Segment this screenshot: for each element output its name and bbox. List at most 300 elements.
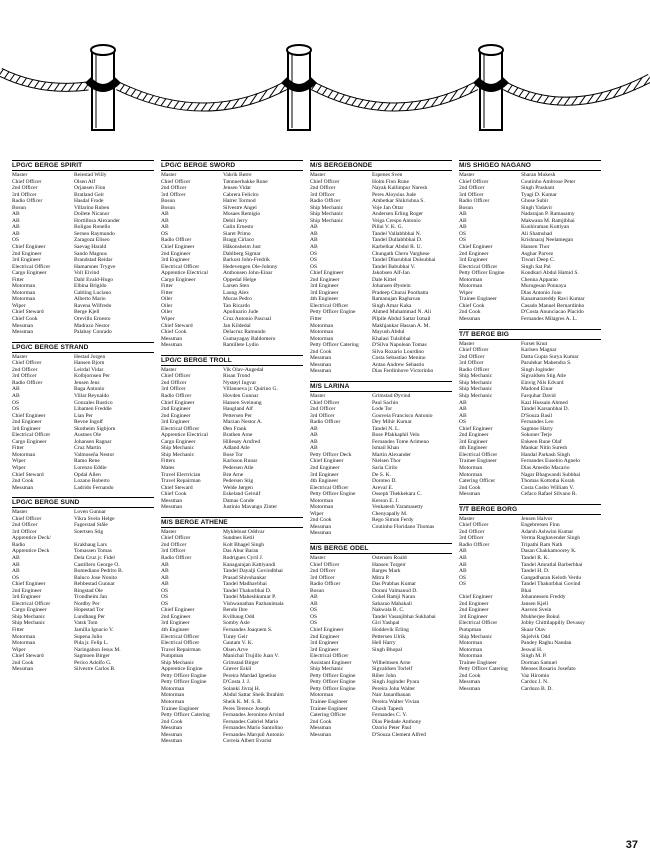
crew-rank: Electrical Officer — [161, 640, 200, 647]
crew-name: Dorani Valmanud D. — [372, 587, 418, 594]
crew-rank: Master — [161, 528, 177, 535]
crew-name: Kvilhaug Odd — [223, 613, 255, 620]
crew-name: Castillero George O. — [74, 561, 120, 568]
crew-name: Madond Einar — [521, 386, 553, 393]
crew-rank: AB — [459, 568, 467, 575]
crew-rank: Chief Officer — [161, 178, 191, 185]
crew-rank: Motorman — [459, 640, 483, 647]
ship-crew-list — [161, 355, 303, 511]
crew-rank: 3rd Officer — [161, 548, 186, 555]
ship-crew-list — [161, 517, 303, 745]
crew-name: Pettersen Ulrik — [372, 633, 406, 640]
crew-name: Fernandes C. Y. — [372, 712, 407, 719]
crew-name: Jensen Jens — [74, 379, 100, 386]
crew-rank: Radio Officer — [12, 379, 43, 386]
crew-rank: Cargo Engineer — [12, 607, 47, 614]
crew-name: Barges Mark — [372, 568, 401, 575]
crew-rank: Chief Cook — [12, 316, 38, 323]
crew-name: Ladrido Fernando — [74, 484, 114, 491]
crew-rank: Pumpman — [459, 627, 482, 633]
crew-rank: Wiper — [12, 458, 26, 465]
ship-crew-list — [310, 160, 452, 375]
crew-name: Voje Jan Ottar — [372, 204, 404, 211]
ship-crew-list — [12, 342, 154, 491]
crew-rank: 3rd Officer — [12, 528, 37, 535]
crew-rank: Electrical Officer — [12, 432, 51, 439]
crew-name: Kondkari Abdul Hamid S. — [521, 270, 579, 277]
crew-name: Nielsen Thor — [372, 458, 401, 465]
crew-rank: OS — [459, 581, 467, 588]
ship-title: T/T BERGE BIG — [459, 329, 601, 340]
crew-name: Rego Simon Ferdy — [372, 517, 414, 524]
crew-rank: Messman — [12, 666, 34, 673]
crew-rank: Chief Engineer — [459, 244, 493, 251]
crew-name: Lian Per — [74, 412, 93, 419]
crew-rank: Motorman — [161, 685, 185, 692]
crew-name: Hortillosa Alexander — [74, 217, 120, 224]
crew-rank: Oiler — [161, 296, 173, 303]
crew-rank: Chief Officer — [459, 178, 489, 185]
crew-name: Tandel Thakorbhai D. — [223, 587, 272, 594]
crew-name: Sabarao Mahakali — [372, 600, 412, 607]
crew-name: Libamen Freddie — [74, 406, 112, 413]
crew-name: Nystøyl Ingvar — [223, 379, 257, 386]
crew-name: Somby Asle — [223, 620, 250, 627]
crew-name: Asghar Parvez — [521, 250, 554, 257]
crew-name: Costa Cosbo William V. — [521, 484, 574, 491]
crew-rank: Petty Officer Engine — [161, 679, 207, 686]
crew-name: Naringahon Jesus M. — [74, 646, 121, 653]
crew-name: Villarino Ruben — [74, 204, 110, 211]
crew-name — [372, 530, 452, 537]
crew-rank: 3rd Officer — [310, 574, 335, 581]
crew-rank: AB — [459, 548, 467, 555]
crew-name: Martin Alexander — [372, 451, 411, 458]
crew-rank: Messman — [161, 342, 183, 349]
crew-name: Tyagi D. Kumar — [521, 191, 557, 198]
crew-rank: Petty Officer Engine — [459, 270, 505, 277]
crew-name: Galin Ernesto — [223, 224, 254, 231]
crew-name: Risan Trond — [223, 373, 251, 380]
rope-illustration — [0, 0, 650, 150]
crew-name: Vatsk Tom — [74, 620, 98, 627]
crew-name: Bendo Ibre — [223, 607, 248, 614]
crew-name: Sagmoe Harry — [521, 425, 553, 432]
crew-rank: OS — [459, 419, 467, 426]
crew-rank: Radio — [12, 541, 26, 548]
crew-name: Zaragoza Eliseo — [74, 237, 110, 244]
crew-name: Dahlberg Sigmar — [223, 250, 261, 257]
crew-rank: OS — [310, 607, 318, 614]
crew-rank: Chief Engineer — [12, 581, 46, 588]
crew-name: Singh Amar Kaka — [372, 302, 412, 309]
crew-rank: 2nd Officer — [310, 406, 336, 413]
crew-rank: Bosun — [161, 204, 176, 211]
crew-name: Enkeen Rune Olaf — [521, 438, 562, 445]
crew-rank: 3rd Officer — [310, 412, 335, 419]
crew-name: Hansen Torgeir — [372, 561, 406, 568]
crew-name: Sigvaldsen Torlelf — [372, 666, 413, 673]
crew-name: Makhjankar Hassan A. M. — [372, 322, 430, 329]
crew-column-1 — [12, 160, 154, 679]
crew-rank: Chief Engineer — [12, 244, 46, 251]
crew-rank: Cargo Engineer — [12, 270, 47, 277]
crew-name: Brandstad Reidar — [74, 257, 113, 264]
crew-rank: OS — [459, 230, 467, 237]
crew-rank: OS — [12, 237, 20, 244]
crew-name: Vik Olav-Augedal — [223, 366, 264, 373]
crew-rank: AB — [161, 217, 169, 224]
crew-rank: AB — [459, 412, 467, 419]
crew-name: Boligao Ronello — [74, 224, 111, 231]
crew-rank: Apprentice Engine — [161, 666, 203, 673]
crew-rank: Trainee Engineer — [310, 699, 348, 706]
crew-name: Ramanujan Raghavan — [372, 296, 421, 303]
crew-rank: Motorman — [161, 692, 185, 699]
crew-name: D'Souza Clement Alfred — [372, 731, 426, 738]
crew-name: Nadarajan P. Ramasamy — [521, 211, 575, 218]
crew-name: Singh Joginder Pyara — [372, 679, 420, 686]
crew-rank: Motorman — [310, 329, 334, 336]
crew-name: Dey Mihir Kumar — [372, 419, 412, 426]
crew-name: Dahl Evald-Hugo — [74, 276, 113, 283]
crew-rank: Radio Officer — [161, 392, 192, 399]
crew-name: Tandel Thakorbhai Govind — [521, 581, 581, 588]
crew-name: Skotheim Sigbjorn — [74, 425, 116, 432]
crew-name: Karlsson Runar — [223, 458, 258, 465]
crew-rank: Petty Officer Catering — [459, 666, 508, 673]
crew-name: Solanki Jivraj H. — [223, 685, 261, 692]
crew-rank: Chief Engineer — [459, 594, 493, 601]
crew-rank: 3rd Officer — [310, 191, 335, 198]
crew-name: Berge Kjell — [74, 309, 100, 316]
crew-rank: Radio Officer — [459, 541, 490, 548]
crew-name: Hoddevik Erling — [372, 627, 409, 633]
crew-name: Engebretsen Finn — [521, 522, 560, 529]
crew-name: Pereira Mardad Ignetius — [223, 672, 277, 679]
crew-rank: Motorman — [459, 464, 483, 471]
crew-name: Bragg Cirlaco — [223, 237, 255, 244]
crew-name: Karlsen Magnar — [521, 347, 557, 354]
crew-rank: AB — [310, 445, 318, 452]
crew-rank: Oiler — [161, 302, 173, 309]
crew-rank: Fitter — [12, 445, 24, 452]
crew-rank: Radio Officer — [310, 581, 341, 588]
crew-rank: 2nd Engineer — [161, 613, 191, 620]
crew-name: Chenyapally M. — [372, 510, 408, 517]
crew-name: Jobby Chittilappilly Devassy — [521, 620, 585, 627]
crew-rank: AB — [310, 425, 318, 432]
crew-name: Tandel Karsanbhai D. — [521, 406, 570, 413]
crew-name: Verma Raghavender Singh — [521, 535, 580, 542]
crew-name: Hopestad Tor — [74, 607, 104, 614]
crew-rank: AB — [459, 406, 467, 413]
crew-rank: 3rd Engineer — [459, 438, 488, 445]
crew-name: Kunhiraman Kuttiyan — [521, 224, 570, 231]
crew-rank: Fitter — [161, 283, 173, 290]
crew-name: Tandel Vallabhbhai N. — [372, 230, 422, 237]
crew-name: Nagar Bhagwandi Subbhai — [521, 471, 581, 478]
crew-rank: 3rd Engineer — [310, 646, 339, 653]
crew-rank: AB — [12, 568, 20, 575]
crew-column-2 — [161, 160, 303, 751]
crew-name: Bose Pfakkaphil Velu — [372, 432, 420, 439]
crew-name: Hovden Gunnar — [223, 392, 259, 399]
crew-rank: AB — [161, 574, 169, 581]
crew-rank: 3rd Engineer — [161, 620, 190, 627]
crew-rank: Motorman — [12, 451, 36, 458]
crew-rank: Chief Officer — [12, 178, 42, 185]
crew-rank: Ship Mechanic — [459, 633, 493, 640]
crew-name: Jensen Vidar — [223, 185, 252, 192]
crew-name: Correia Albert Evarist — [223, 738, 272, 745]
crew-rank: 2nd Engineer — [459, 250, 489, 257]
crew-rank: 2nd Engineer — [161, 412, 191, 419]
crew-rank: AB — [310, 600, 318, 607]
crew-name: Coutinho Ambrose Peter — [521, 178, 576, 185]
crew-name: Nordby Per — [74, 600, 100, 607]
crew-name: Sokoner Terje — [521, 432, 552, 439]
crew-name: Cruz Martin — [74, 445, 102, 452]
crew-name: Tandel Dullabhbhai D. — [372, 237, 423, 244]
crew-rank: 3rd Officer — [161, 191, 186, 198]
crew-rank: 3rd Engineer — [12, 425, 41, 432]
crew-name: Chungath Cheru Varghese — [372, 250, 430, 257]
crew-name: Pedersen Atle — [223, 464, 254, 471]
crew-name: Kolbjornsen Per — [74, 373, 110, 380]
crew-rank: Motorman — [459, 276, 483, 283]
crew-name: Fernandes Marquil Antonio — [223, 731, 284, 738]
crew-rank: Motorman — [459, 653, 483, 660]
crew-rank: Messman — [459, 679, 481, 686]
crew-name: Sharan Mukesh — [521, 172, 556, 178]
crew-rank: Messman — [161, 335, 183, 342]
crew-name: Cardoz J. N. — [521, 679, 549, 686]
crew-name: Valmoseña Nestor — [74, 451, 115, 458]
crew-name: Justinio Mavango Zinter — [223, 504, 278, 511]
crew-rank: Radio Officer — [459, 198, 490, 205]
crew-name: Singh M. P. — [521, 653, 547, 660]
crew-name: Krakhaug Lars — [74, 541, 107, 548]
crew-name: Rodrigues Cyril J. — [223, 554, 264, 561]
ship-title: LPG/C BERGE SWORD — [161, 160, 303, 171]
crew-rank: Chief Cook — [459, 302, 485, 309]
ship-title: LPG/C BERGE TROLL — [161, 355, 303, 366]
ship-title: M/S LARINA — [310, 381, 452, 392]
crew-rank: Ship Mechanic — [459, 379, 493, 386]
crew-name: Jan Kildedal — [223, 322, 251, 329]
crew-name: Kerson E. J. — [372, 497, 399, 504]
crew-name: Cefaco Rafael Silvano R. — [521, 491, 577, 498]
crew-row — [161, 342, 303, 349]
crew-name: Barkost John-Fredrik — [223, 257, 270, 264]
crew-row — [459, 491, 601, 498]
crew-name: Venkatesh Yaramasetty — [372, 504, 424, 511]
crew-rank: Trainee Engineer — [310, 705, 348, 712]
crew-rank: Petty Officer Catering — [161, 712, 210, 719]
crew-row — [459, 686, 601, 693]
crew-rank: AB — [161, 581, 169, 588]
crew-name: Grimstad Birger — [223, 659, 259, 666]
crew-name: Hillesøy Arnfred — [223, 438, 261, 445]
crew-name: Cabrera Felicito — [223, 191, 259, 198]
crew-rank: Wiper — [12, 646, 26, 653]
crew-rank: AB — [310, 230, 318, 237]
crew-rank: Petty Officer Engine — [310, 672, 356, 679]
crew-rank: 3rd Engineer — [459, 257, 488, 264]
crew-rank: AB — [12, 224, 20, 231]
crew-name: Nayak Kallimpur Naresh — [372, 185, 428, 192]
crew-rank: 2nd Cook — [459, 672, 481, 679]
crew-rank: 2nd Engineer — [459, 600, 489, 607]
crew-name: Singh Prashant — [521, 185, 555, 192]
crew-column-4 — [459, 160, 601, 698]
crew-name: Dorman Samuel — [521, 659, 557, 666]
crew-name: Holm Finn Rune — [372, 178, 409, 185]
crew-rank: 4th Engineer — [161, 627, 190, 633]
crew-name: Karbelkar Abdul R. U. — [372, 244, 422, 251]
crew-rank: Chief Officer — [310, 399, 340, 406]
crew-rank: Apprentice Deck — [12, 548, 50, 555]
crew-name: Hestad Jorgen — [74, 353, 106, 360]
crew-rank: 3rd Officer — [459, 535, 484, 542]
crew-rank: 2nd Officer — [161, 379, 187, 386]
crew-name: Tønnnerbakke Rune — [223, 178, 268, 185]
crew-rank: Wiper — [161, 316, 175, 323]
crew-rank: 3rd Officer — [12, 373, 37, 380]
crew-name: Farquhar David — [521, 392, 556, 399]
crew-name: Pereira Walter Vivian — [372, 699, 420, 706]
crew-rank: Radio Officer — [310, 198, 341, 205]
crew-name: Jeswal H. — [521, 646, 543, 653]
crew-rank: Chief Steward — [161, 484, 193, 491]
crew-rank: 2nd Cook — [459, 484, 481, 491]
crew-name: Singh Sat Pal — [521, 263, 551, 270]
page-number: 37 — [625, 839, 638, 851]
crew-name: Kolt Bhagel Singh — [223, 541, 264, 548]
crew-rank: 3rd Engineer — [310, 640, 339, 647]
crew-name: Anthonsen John-Einar — [223, 270, 273, 277]
crew-rank: Radio Officer — [12, 198, 43, 205]
crew-rank: 2nd Officer — [310, 185, 336, 192]
crew-rank: Ship Mechanic — [12, 620, 46, 627]
crew-rank: AB — [161, 568, 169, 575]
crew-rank: Master — [161, 172, 177, 178]
crew-rank: 2nd Officer — [459, 185, 485, 192]
crew-rank: Messman — [161, 504, 183, 511]
crew-name: Siaret Primo — [223, 230, 251, 237]
crew-name: Tiwari Deep C. — [521, 257, 555, 264]
crew-name: Murugesan Ponnaya — [521, 283, 567, 290]
crew-name: Khalasi Tulsibhai — [372, 335, 411, 342]
crew-name: Adland Atle — [223, 445, 250, 452]
crew-name: Peres Aloysius Jude — [372, 191, 416, 198]
crew-rank: Messman — [12, 484, 34, 491]
crew-name: Grøver Eskil — [223, 666, 252, 673]
crew-rank: OS — [310, 620, 318, 627]
crew-rank: Chief Engineer — [12, 412, 46, 419]
crew-rank: Ship Mechanic — [310, 217, 344, 224]
crew-rank: 2nd Officer — [459, 353, 485, 360]
crew-row — [310, 530, 452, 537]
crew-rank: Master — [459, 340, 475, 347]
crew-rank: Master — [459, 172, 475, 178]
crew-rank: Oiler — [161, 309, 173, 316]
crew-name: Turøy Geir — [223, 633, 248, 640]
crew-rank: Messman — [12, 329, 34, 336]
crew-rank: 2nd Cook — [161, 718, 183, 725]
crew-name: Brathen Arne — [223, 432, 253, 439]
crew-name: Fernandes Mario Santolino — [223, 725, 283, 732]
crew-rank: Cargo Engineer — [161, 276, 196, 283]
crew-name: Fernandes Joaquem S. — [223, 627, 273, 633]
crew-rank: Motorman — [12, 289, 36, 296]
crew-name: Costa Sebastiao Menino — [372, 355, 426, 362]
crew-rank: Travel Electrician — [161, 471, 201, 478]
crew-name: Rebbestad Gunnar — [74, 581, 115, 588]
crew-rank: 2nd Engineer — [459, 607, 489, 614]
crew-name: Hansen Bjorn — [74, 360, 105, 367]
crew-name: Bhai — [521, 587, 532, 594]
crew-name: Soertsen Stig — [74, 528, 104, 535]
crew-name: Gohel Ramji Naran — [372, 594, 416, 601]
crew-name: Furset Knut — [521, 340, 548, 347]
crew-rank: Radio Officer — [310, 419, 341, 426]
crew-rank: Motorman — [310, 497, 334, 504]
crew-name: Handal Parkash Singh — [521, 451, 570, 458]
crew-rank: Chief Engineer — [310, 458, 344, 465]
crew-rank: Ship Mechanic — [161, 445, 195, 452]
crew-name: Brø Arne — [223, 471, 244, 478]
ship-crew-list — [12, 160, 154, 336]
crew-name: Fernandes Tome Arimeno — [372, 438, 429, 445]
crew-name: Dela Cruz jr. Fidel — [74, 554, 115, 561]
crew-name: Loven Gunnar — [74, 509, 106, 516]
crew-name: Johansen Ragnar — [74, 438, 112, 445]
crew-name: Hasdal Frode — [74, 198, 104, 205]
crew-rank: Electrical Officer — [459, 451, 498, 458]
crew-name: Mitra P. — [372, 574, 390, 581]
crew-name: Cardozo B. D. — [521, 685, 553, 692]
crew-name: Hell Harry — [372, 640, 396, 647]
crew-name: Vishwanathan Pazhanimala — [223, 600, 284, 607]
crew-rank: Radio Officer — [161, 554, 192, 561]
crew-name: Villar Reynaldo — [74, 392, 109, 399]
crew-rank: Wiper — [12, 464, 26, 471]
crew-rank: Motorman — [459, 283, 483, 290]
crew-rank: Chief Engineer — [161, 399, 195, 406]
crew-rank: Petty Officer Engine — [161, 672, 207, 679]
crew-rank: OS — [310, 613, 318, 620]
crew-name: Dollete Nicanor — [74, 211, 110, 218]
crew-rank: Messman — [310, 355, 332, 362]
crew-rank: Ship Mechanic — [12, 613, 46, 620]
crew-rank: Chief Cook — [161, 329, 187, 336]
crew-name: Jamilla Ignacio V. — [74, 627, 114, 633]
crew-name: Tandel Babubhai V. — [372, 263, 416, 270]
crew-rank: Electrical Officer — [12, 600, 51, 607]
crew-name: Håkonsheim Just — [223, 244, 261, 251]
crew-rank: Messman — [310, 523, 332, 530]
crew-rank: 2nd Cook — [310, 718, 332, 725]
crew-rank: AB — [310, 594, 318, 601]
crew-row — [12, 485, 154, 492]
crew-rank: Chief Engineer — [161, 244, 195, 251]
crew-rank: Messman — [310, 731, 332, 738]
crew-rank: AB — [161, 211, 169, 218]
crew-name: Marzan Nestor A. — [223, 419, 263, 426]
crew-rank: OS — [310, 250, 318, 257]
